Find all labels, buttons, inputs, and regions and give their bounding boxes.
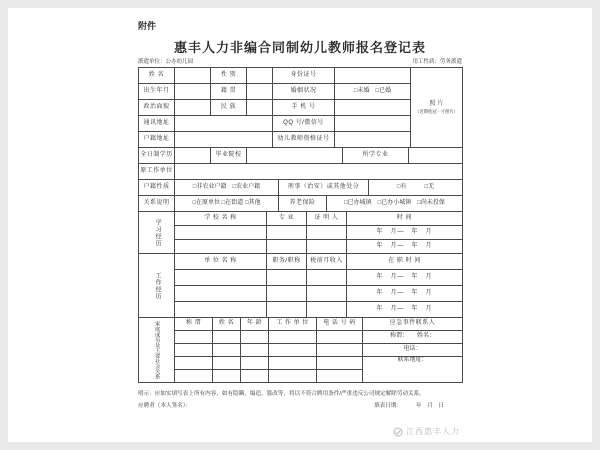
family-age-header: 年 龄 bbox=[241, 318, 269, 331]
former-unit-input bbox=[175, 164, 463, 180]
political-label: 政治面貌 bbox=[139, 100, 175, 116]
ethnicity-input bbox=[247, 100, 273, 116]
family-name-header: 姓 名 bbox=[213, 318, 241, 331]
household-type-checkboxes: □非农业户籍 □农业户籍 bbox=[175, 180, 279, 196]
work-time-header: 在 职 时 间 bbox=[347, 254, 463, 270]
political-input bbox=[175, 100, 211, 116]
fulltime-edu-input bbox=[175, 148, 211, 164]
family-row-relation bbox=[175, 344, 213, 357]
footer-note bbox=[138, 389, 462, 411]
study-row-school bbox=[175, 240, 267, 254]
grad-school-label: 毕业院校 bbox=[211, 148, 247, 164]
education-row-table bbox=[138, 147, 463, 164]
former-unit-table bbox=[138, 163, 463, 180]
photo-note: （近期免冠一寸照片） bbox=[415, 108, 458, 114]
family-row-age bbox=[241, 344, 269, 357]
work-row-title bbox=[267, 302, 307, 318]
mobile-input bbox=[335, 100, 411, 116]
employment-nature-text: 用工性质：劳务派遣 bbox=[412, 59, 462, 65]
work-row-income bbox=[307, 270, 347, 286]
watermark-text: 江西惠丰人力 bbox=[406, 427, 460, 436]
work-title-header: 职务/职称 bbox=[267, 254, 307, 270]
study-certifier-header: 证 明 人 bbox=[307, 212, 347, 226]
emergency-contact-header: 应急事件联系人 bbox=[363, 318, 463, 331]
emergency-address: 联系地址： bbox=[363, 357, 463, 383]
major-input bbox=[409, 148, 463, 164]
id-number-input bbox=[335, 68, 411, 84]
relation-table bbox=[138, 195, 463, 212]
work-history-table bbox=[138, 253, 463, 318]
emergency-phone: 电话： bbox=[363, 344, 463, 357]
family-phone-header: 电 话 号 码 bbox=[317, 318, 363, 331]
ethnicity-label: 民 族 bbox=[211, 100, 247, 116]
registration-form bbox=[138, 67, 462, 383]
name-label: 姓 名 bbox=[139, 68, 175, 84]
household-type-label: 户籍性质 bbox=[139, 180, 175, 196]
family-relation-header: 称 谓 bbox=[175, 318, 213, 331]
study-row-time: 年 月— 年 月 bbox=[347, 226, 463, 240]
fulltime-edu-label: 全日制学历 bbox=[139, 148, 175, 164]
study-section-label: 学习经历 bbox=[139, 212, 175, 254]
fill-date-label: 填表日期： 年 月 日 bbox=[374, 403, 444, 410]
attachment-label: 附件 bbox=[138, 21, 157, 31]
birth-label: 出生年月 bbox=[139, 84, 175, 100]
major-label: 所学专业 bbox=[343, 148, 409, 164]
family-row-phone bbox=[317, 370, 363, 383]
family-row-unit bbox=[269, 331, 317, 344]
study-row-major bbox=[267, 226, 307, 240]
work-row-time: 年 月— 年 月 bbox=[347, 286, 463, 302]
qq-wechat-label: QQ 号/微信号 bbox=[273, 116, 335, 132]
criminal-label: 刑事（治安）或其他处分 bbox=[279, 180, 369, 196]
work-row-unit bbox=[175, 270, 267, 286]
photo-title: 照 片 bbox=[429, 101, 444, 108]
teacher-cert-label: 幼儿教师资格证号 bbox=[273, 132, 335, 148]
study-row-major bbox=[267, 240, 307, 254]
work-row-title bbox=[267, 286, 307, 302]
family-row-unit bbox=[269, 370, 317, 383]
form-subheader bbox=[138, 57, 462, 65]
relation-checkboxes: □在原单位 □在街道 □其他 bbox=[175, 196, 279, 212]
family-row-age bbox=[241, 331, 269, 344]
family-row-age bbox=[241, 357, 269, 370]
native-place-input bbox=[247, 84, 273, 100]
study-school-header: 学 校 名 称 bbox=[175, 212, 267, 226]
pension-label: 养老保险 bbox=[279, 196, 327, 212]
native-place-label: 籍 贯 bbox=[211, 84, 247, 100]
notice-text: 明示：应如实填写表上所有内容，如有隐瞒、编造、篡改等，将以不符合聘用条件/严重违反公司规定解除劳动关系。 bbox=[138, 391, 425, 397]
work-row-time: 年 月— 年 月 bbox=[347, 302, 463, 318]
study-time-header: 时 间 bbox=[347, 212, 463, 226]
study-history-table bbox=[138, 211, 463, 254]
family-row-name bbox=[213, 344, 241, 357]
family-row-name bbox=[213, 357, 241, 370]
family-row-unit bbox=[269, 344, 317, 357]
study-row-certifier bbox=[307, 226, 347, 240]
grad-school-input bbox=[247, 148, 343, 164]
family-unit-header: 工 作 单 位 bbox=[269, 318, 317, 331]
family-row-phone bbox=[317, 331, 363, 344]
company-logo-icon bbox=[393, 427, 403, 437]
address-input bbox=[175, 116, 273, 132]
form-title: 惠丰人力非编合同制幼儿教师报名登记表 bbox=[173, 40, 426, 55]
work-section-label: 工作经历 bbox=[139, 254, 175, 318]
dispatch-unit-text: 派遣单位：公办幼儿园 bbox=[138, 59, 194, 65]
family-row-age bbox=[241, 370, 269, 383]
gender-label: 性 别 bbox=[211, 68, 247, 84]
work-row-income bbox=[307, 302, 347, 318]
paper-sheet bbox=[8, 8, 592, 442]
id-number-label: 身份证号 bbox=[273, 68, 335, 84]
study-row-time: 年 月— 年 月 bbox=[347, 240, 463, 254]
emergency-relation-name: 称谓： 姓名： bbox=[363, 331, 463, 344]
study-row-certifier bbox=[307, 240, 347, 254]
marital-checkboxes: □未婚 □已婚 bbox=[335, 84, 411, 100]
work-row-title bbox=[267, 270, 307, 286]
family-row-relation bbox=[175, 370, 213, 383]
marital-label: 婚姻状况 bbox=[273, 84, 335, 100]
address-label: 通讯地址 bbox=[139, 116, 175, 132]
work-income-header: 税前月收入 bbox=[307, 254, 347, 270]
photo-box bbox=[411, 68, 463, 148]
gender-input bbox=[247, 68, 273, 84]
family-table bbox=[138, 317, 463, 383]
family-section-label: 家庭成员及主要社会关系 bbox=[139, 318, 175, 383]
family-row-phone bbox=[317, 357, 363, 370]
company-watermark bbox=[393, 426, 460, 437]
signature-label: 应聘者（本人签名）： bbox=[138, 403, 192, 410]
household-type-table bbox=[138, 179, 463, 196]
household-addr-input bbox=[175, 132, 273, 148]
work-row-unit bbox=[175, 286, 267, 302]
mobile-label: 手 机 号 bbox=[273, 100, 335, 116]
study-major-header: 专 业 bbox=[267, 212, 307, 226]
qq-wechat-input bbox=[335, 116, 411, 132]
birth-input bbox=[175, 84, 211, 100]
name-input bbox=[175, 68, 211, 84]
teacher-cert-input bbox=[335, 132, 411, 148]
work-row-unit bbox=[175, 302, 267, 318]
family-row-name bbox=[213, 370, 241, 383]
former-unit-label: 原工作单位 bbox=[139, 164, 175, 180]
family-row-relation bbox=[175, 331, 213, 344]
family-row-phone bbox=[317, 344, 363, 357]
work-unit-header: 单 位 名 称 bbox=[175, 254, 267, 270]
basic-info-table bbox=[138, 67, 463, 148]
work-row-time: 年 月— 年 月 bbox=[347, 270, 463, 286]
criminal-checkboxes: □有 □无 bbox=[369, 180, 463, 196]
pension-checkboxes: □已办城镇 □已办小城镇 □尚未投保 bbox=[327, 196, 463, 212]
household-addr-label: 户籍地址 bbox=[139, 132, 175, 148]
family-row-unit bbox=[269, 357, 317, 370]
work-row-income bbox=[307, 286, 347, 302]
family-row-relation bbox=[175, 357, 213, 370]
family-row-name bbox=[213, 331, 241, 344]
study-row-school bbox=[175, 226, 267, 240]
relation-label: 关系说明 bbox=[139, 196, 175, 212]
signature-line bbox=[138, 401, 462, 411]
